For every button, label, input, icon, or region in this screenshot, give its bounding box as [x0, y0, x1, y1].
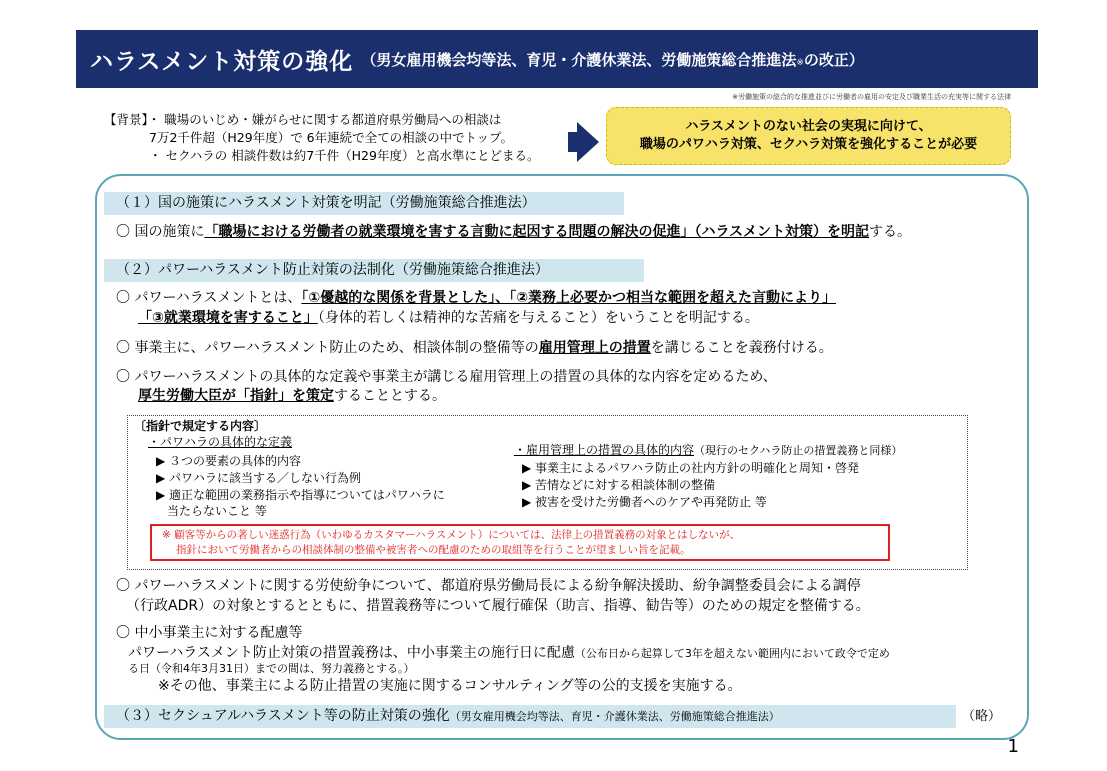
goal-line-1: ハラスメントのない社会の実現に向けて、 [685, 119, 932, 134]
guideline-left-item: ▶ パワハラに該当する／しない行為例 [156, 471, 362, 485]
guideline-right-item: ▶ 苦情などに対する相談体制の整備 [522, 478, 716, 492]
goal-line-2: 職場のパワハラ対策、セクハラ対策を強化することが必要 [639, 137, 978, 152]
background-line-3: ・ セクハラの 相談件数は約7千件（H29年度）と高水準にとどまる。 [149, 148, 540, 163]
employer-measures-item: 〇 事業主に、パワーハラスメント防止のため、相談体制の整備等の雇用管理上の措置を講じることを義務付ける。 [116, 340, 833, 356]
arrow-right-icon [577, 122, 599, 162]
sme-item-line-2: る日（令和4年3月31日）までの間は、努力義務とする。） [128, 662, 415, 675]
dispute-item-line-2: （行政ADR）の対象とするとともに、措置義務等について履行確保（助言、指導、勧告等）のための規定を整備する。 [126, 598, 870, 614]
dispute-item-line-1: 〇 パワーハラスメントに関する労使紛争について、都道府県労働局長による紛争解決援助、紛争調整委員会による調停 [116, 578, 861, 594]
section-3-omitted: （略） [962, 709, 1002, 724]
title-bar [76, 30, 1038, 88]
page-title: ハラスメント対策の強化 [90, 48, 354, 75]
guideline-box-title: 〔指針で規定する内容〕 [134, 419, 267, 433]
guideline-item-line-2: 厚生労働大臣が「指針」を策定することとする。 [138, 388, 446, 404]
power-harassment-definition-line-1: 〇 パワーハラスメントとは、「①優越的な関係を背景とした」、「②業務上必要かつ相当な範囲を超えた言動により」 [116, 290, 837, 306]
customer-harassment-note-line-1: ※ 顧客等からの著しい迷惑行為（いわゆるカスタマーハラスメント）については、法律上の措置義務の対象とはしないが、 [162, 529, 741, 541]
background-block [104, 111, 574, 165]
guideline-left-item: ▶ 適正な範囲の業務指示や指導についてはパワハラに [156, 488, 445, 502]
guideline-left-item: ▶ ３つの要素の具体的内容 [156, 454, 302, 468]
guideline-right-item: ▶ 被害を受けた労働者へのケアや再発防止 等 [522, 495, 767, 509]
section-1-heading: （１）国の施策にハラスメント対策を明記（労働施策総合推進法） [104, 192, 624, 215]
public-support-note: ※その他、事業主による防止措置の実施に関するコンサルティング等の公的支援を実施する。 [158, 678, 742, 694]
section-2-heading: （２）パワーハラスメント防止対策の法制化（労働施策総合推進法） [104, 259, 644, 282]
guideline-left-item-continued: 当たらないこと 等 [167, 504, 267, 518]
goal-box [606, 107, 1011, 165]
guideline-item-line-1: 〇 パワーハラスメントの具体的な定義や事業主が講じる雇用管理上の措置の具体的な内容を定めるため、 [116, 369, 777, 385]
background-line-1: 【背景】・ 職場のいじめ・嫌がらせに関する都道府県労働局への相談は [104, 112, 502, 127]
page-number: 1 [1007, 736, 1019, 757]
guideline-left-heading: ・パワハラの具体的な定義 [148, 435, 293, 449]
customer-harassment-note-line-2: 指針において労働者からの相談体制の整備や被害者への配慮のための取組等を行うことが望ましい旨を記載。 [176, 544, 691, 556]
law-footnote: ※労働施策の総合的な推進並びに労働者の雇用の安定及び職業生活の充実等に関する法律 [732, 93, 1011, 101]
guideline-right-item: ▶ 事業主によるパワハラ防止の社内方針の明確化と周知・啓発 [522, 461, 860, 475]
sme-item-line-1: パワーハラスメント防止対策の措置義務は、中小事業主の施行日に配慮（公布日から起算して3年を超えない範囲内において政令で定め [128, 645, 890, 661]
guideline-right-heading: ・雇用管理上の措置の具体的内容（現行のセクハラ防止の措置義務と同様） [514, 443, 903, 457]
power-harassment-definition-line-2: 「③就業環境を害すること」（身体的若しくは精神的な苦痛を与えること）をいうことを明記する。 [138, 310, 759, 326]
section-3-heading: （３）セクシュアルハラスメント等の防止対策の強化（男女雇用機会均等法、育児・介護休業法、労働施策総合推進法） [104, 705, 956, 728]
background-line-2: 7万2千件超（H29年度）で 6年連続で全ての相談の中でトップ。 [149, 130, 514, 145]
section-1-item: 〇 国の施策に「職場における労働者の就業環境を害する言動に起因する問題の解決の促進」（ハラスメント対策）を明記する。 [116, 224, 912, 240]
page-subtitle: （男女雇用機会均等法、育児・介護休業法、労働施策総合推進法※の改正） [361, 50, 864, 69]
sme-item-heading: 〇 中小事業主に対する配慮等 [116, 625, 303, 641]
